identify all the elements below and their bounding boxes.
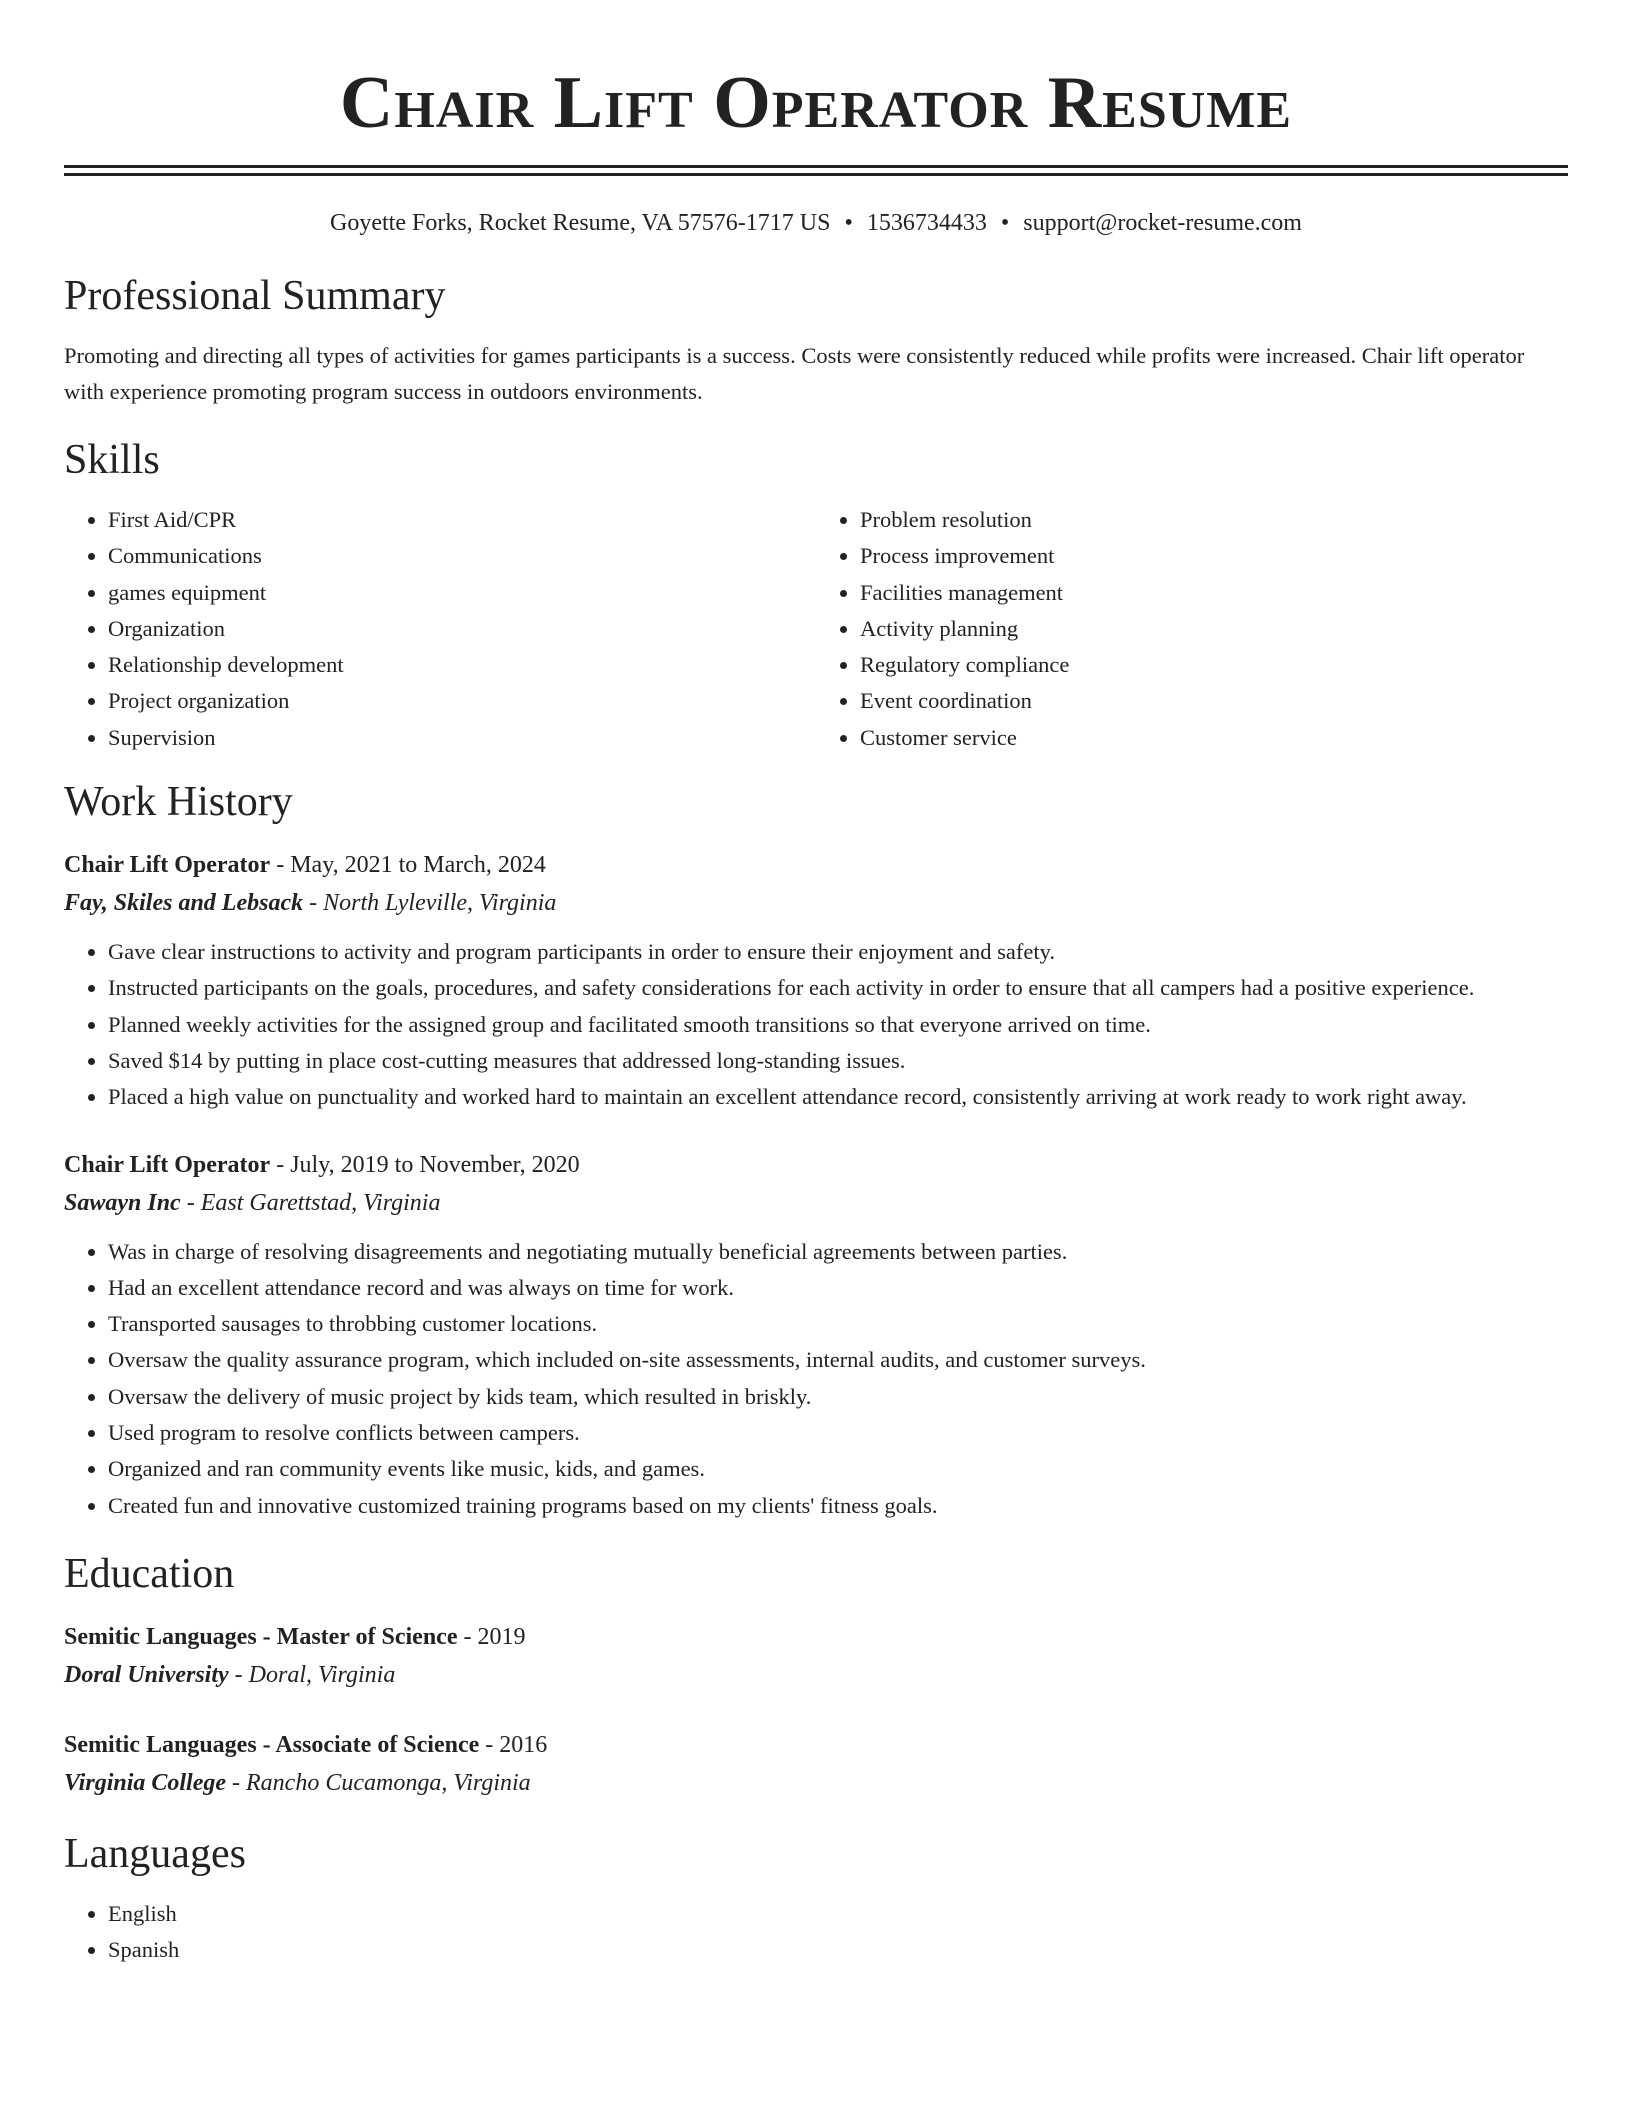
- skill-item: • Event coordination: [860, 683, 1568, 719]
- skill-item: • Communications: [108, 538, 816, 574]
- skill-item: • Supervision: [108, 720, 816, 756]
- job-bullet: • Created fun and innovative customized training programs based on my clients' fitness goals.: [108, 1488, 1568, 1524]
- job-location: - East Garettstad, Virginia: [180, 1189, 441, 1216]
- job-bullets: [64, 934, 1568, 1115]
- contact-separator: •: [844, 210, 853, 236]
- job-dates: - May, 2021 to March, 2024: [270, 852, 546, 879]
- skill-item: • Activity planning: [860, 611, 1568, 647]
- job-bullet: • Oversaw the quality assurance program, which included on-site assessments, internal audits, and customer surveys.: [108, 1342, 1568, 1378]
- education-entry: [64, 1618, 1568, 1694]
- languages-heading: Languages: [64, 1830, 246, 1877]
- job-company-line: [64, 884, 1568, 922]
- language-item: • English: [108, 1896, 1568, 1932]
- skill-item: • First Aid/CPR: [108, 502, 816, 538]
- job-header: [64, 846, 1568, 884]
- job-company: Fay, Skiles and Lebsack: [64, 890, 304, 917]
- skill-item: • Organization: [108, 611, 816, 647]
- skills-heading: Skills: [64, 437, 160, 483]
- job-bullets: [64, 1234, 1568, 1524]
- resume-title: Chair Lift Operator Resume: [339, 62, 1293, 144]
- education-school: Virginia College: [64, 1769, 227, 1796]
- job-entry: [64, 846, 1568, 1115]
- job-dates: - July, 2019 to November, 2020: [270, 1151, 580, 1178]
- skill-item: • games equipment: [108, 575, 816, 611]
- skill-item: • Process improvement: [860, 538, 1568, 574]
- education-degree-line: [64, 1618, 1568, 1656]
- education-entry: [64, 1726, 1568, 1802]
- job-entry: [64, 1146, 1568, 1524]
- skills-list-left: [64, 502, 816, 756]
- education-school-line: [64, 1656, 1568, 1694]
- education-location: - Rancho Cucamonga, Virginia: [226, 1769, 531, 1796]
- job-bullet: • Organized and ran community events like music, kids, and games.: [108, 1451, 1568, 1487]
- education-degree: Semitic Languages - Master of Science: [64, 1623, 458, 1650]
- skill-item: • Regulatory compliance: [860, 647, 1568, 683]
- title-divider: [64, 165, 1568, 176]
- contact-email[interactable]: support@rocket-resume.com: [1023, 210, 1302, 236]
- job-bullet: • Gave clear instructions to activity and program participants in order to ensure their enjoyment and safety.: [108, 934, 1568, 970]
- education-school-line: [64, 1764, 1568, 1802]
- skill-item: • Project organization: [108, 683, 816, 719]
- job-company: Sawayn Inc: [64, 1189, 181, 1216]
- job-company-line: [64, 1184, 1568, 1222]
- job-location: - North Lyleville, Virginia: [303, 890, 557, 917]
- job-header: [64, 1146, 1568, 1184]
- skills-columns: [64, 502, 1568, 756]
- job-position: Chair Lift Operator: [64, 852, 271, 879]
- job-bullet: • Saved $14 by putting in place cost-cutting measures that addressed long-standing issues.: [108, 1043, 1568, 1079]
- languages-list: [64, 1896, 1568, 1969]
- education-school: Doral University: [64, 1661, 229, 1688]
- education-degree: Semitic Languages - Associate of Science: [64, 1731, 480, 1758]
- work-history-heading: Work History: [64, 779, 293, 826]
- education-year: - 2019: [457, 1623, 526, 1650]
- job-bullet: • Placed a high value on punctuality and worked hard to maintain an excellent attendance record, consistently arriving at work ready to work right away.: [108, 1079, 1568, 1115]
- contact-line: [64, 206, 1568, 240]
- job-bullet: • Planned weekly activities for the assigned group and facilitated smooth transitions so that everyone arrived on time.: [108, 1007, 1568, 1043]
- contact-address: Goyette Forks, Rocket Resume, VA 57576-1717 US: [330, 210, 831, 236]
- education-year: - 2016: [479, 1731, 548, 1758]
- contact-separator: •: [1000, 210, 1010, 236]
- education-degree-line: [64, 1726, 1568, 1764]
- job-bullet: • Oversaw the delivery of music project by kids team, which resulted in briskly.: [108, 1379, 1568, 1415]
- skill-item: • Relationship development: [108, 647, 816, 683]
- summary-heading: Professional Summary: [64, 273, 446, 319]
- job-bullet: • Instructed participants on the goals, procedures, and safety considerations for each activity in order to ensure that all campers had a positive experience.: [108, 970, 1568, 1006]
- job-bullet: • Had an excellent attendance record and was always on time for work.: [108, 1270, 1568, 1306]
- education-location: - Doral, Virginia: [228, 1661, 396, 1688]
- job-position: Chair Lift Operator: [64, 1151, 271, 1178]
- summary-text: Promoting and directing all types of activities for games participants is a success. Costs were consistently reduced while profits were increased. Chair lift operator with experience promoting program success in outdoors environments.: [64, 343, 1525, 404]
- skills-list-right: [816, 502, 1568, 756]
- job-bullet: • Transported sausages to throbbing customer locations.: [108, 1306, 1568, 1342]
- language-item: • Spanish: [108, 1932, 1568, 1968]
- education-heading: Education: [64, 1550, 235, 1597]
- contact-phone: 1536734433: [866, 210, 987, 236]
- skill-item: • Problem resolution: [860, 502, 1568, 538]
- skill-item: • Facilities management: [860, 575, 1568, 611]
- job-bullet: • Was in charge of resolving disagreements and negotiating mutually beneficial agreements between parties.: [108, 1234, 1568, 1270]
- skill-item: • Customer service: [860, 720, 1568, 756]
- job-bullet: • Used program to resolve conflicts between campers.: [108, 1415, 1568, 1451]
